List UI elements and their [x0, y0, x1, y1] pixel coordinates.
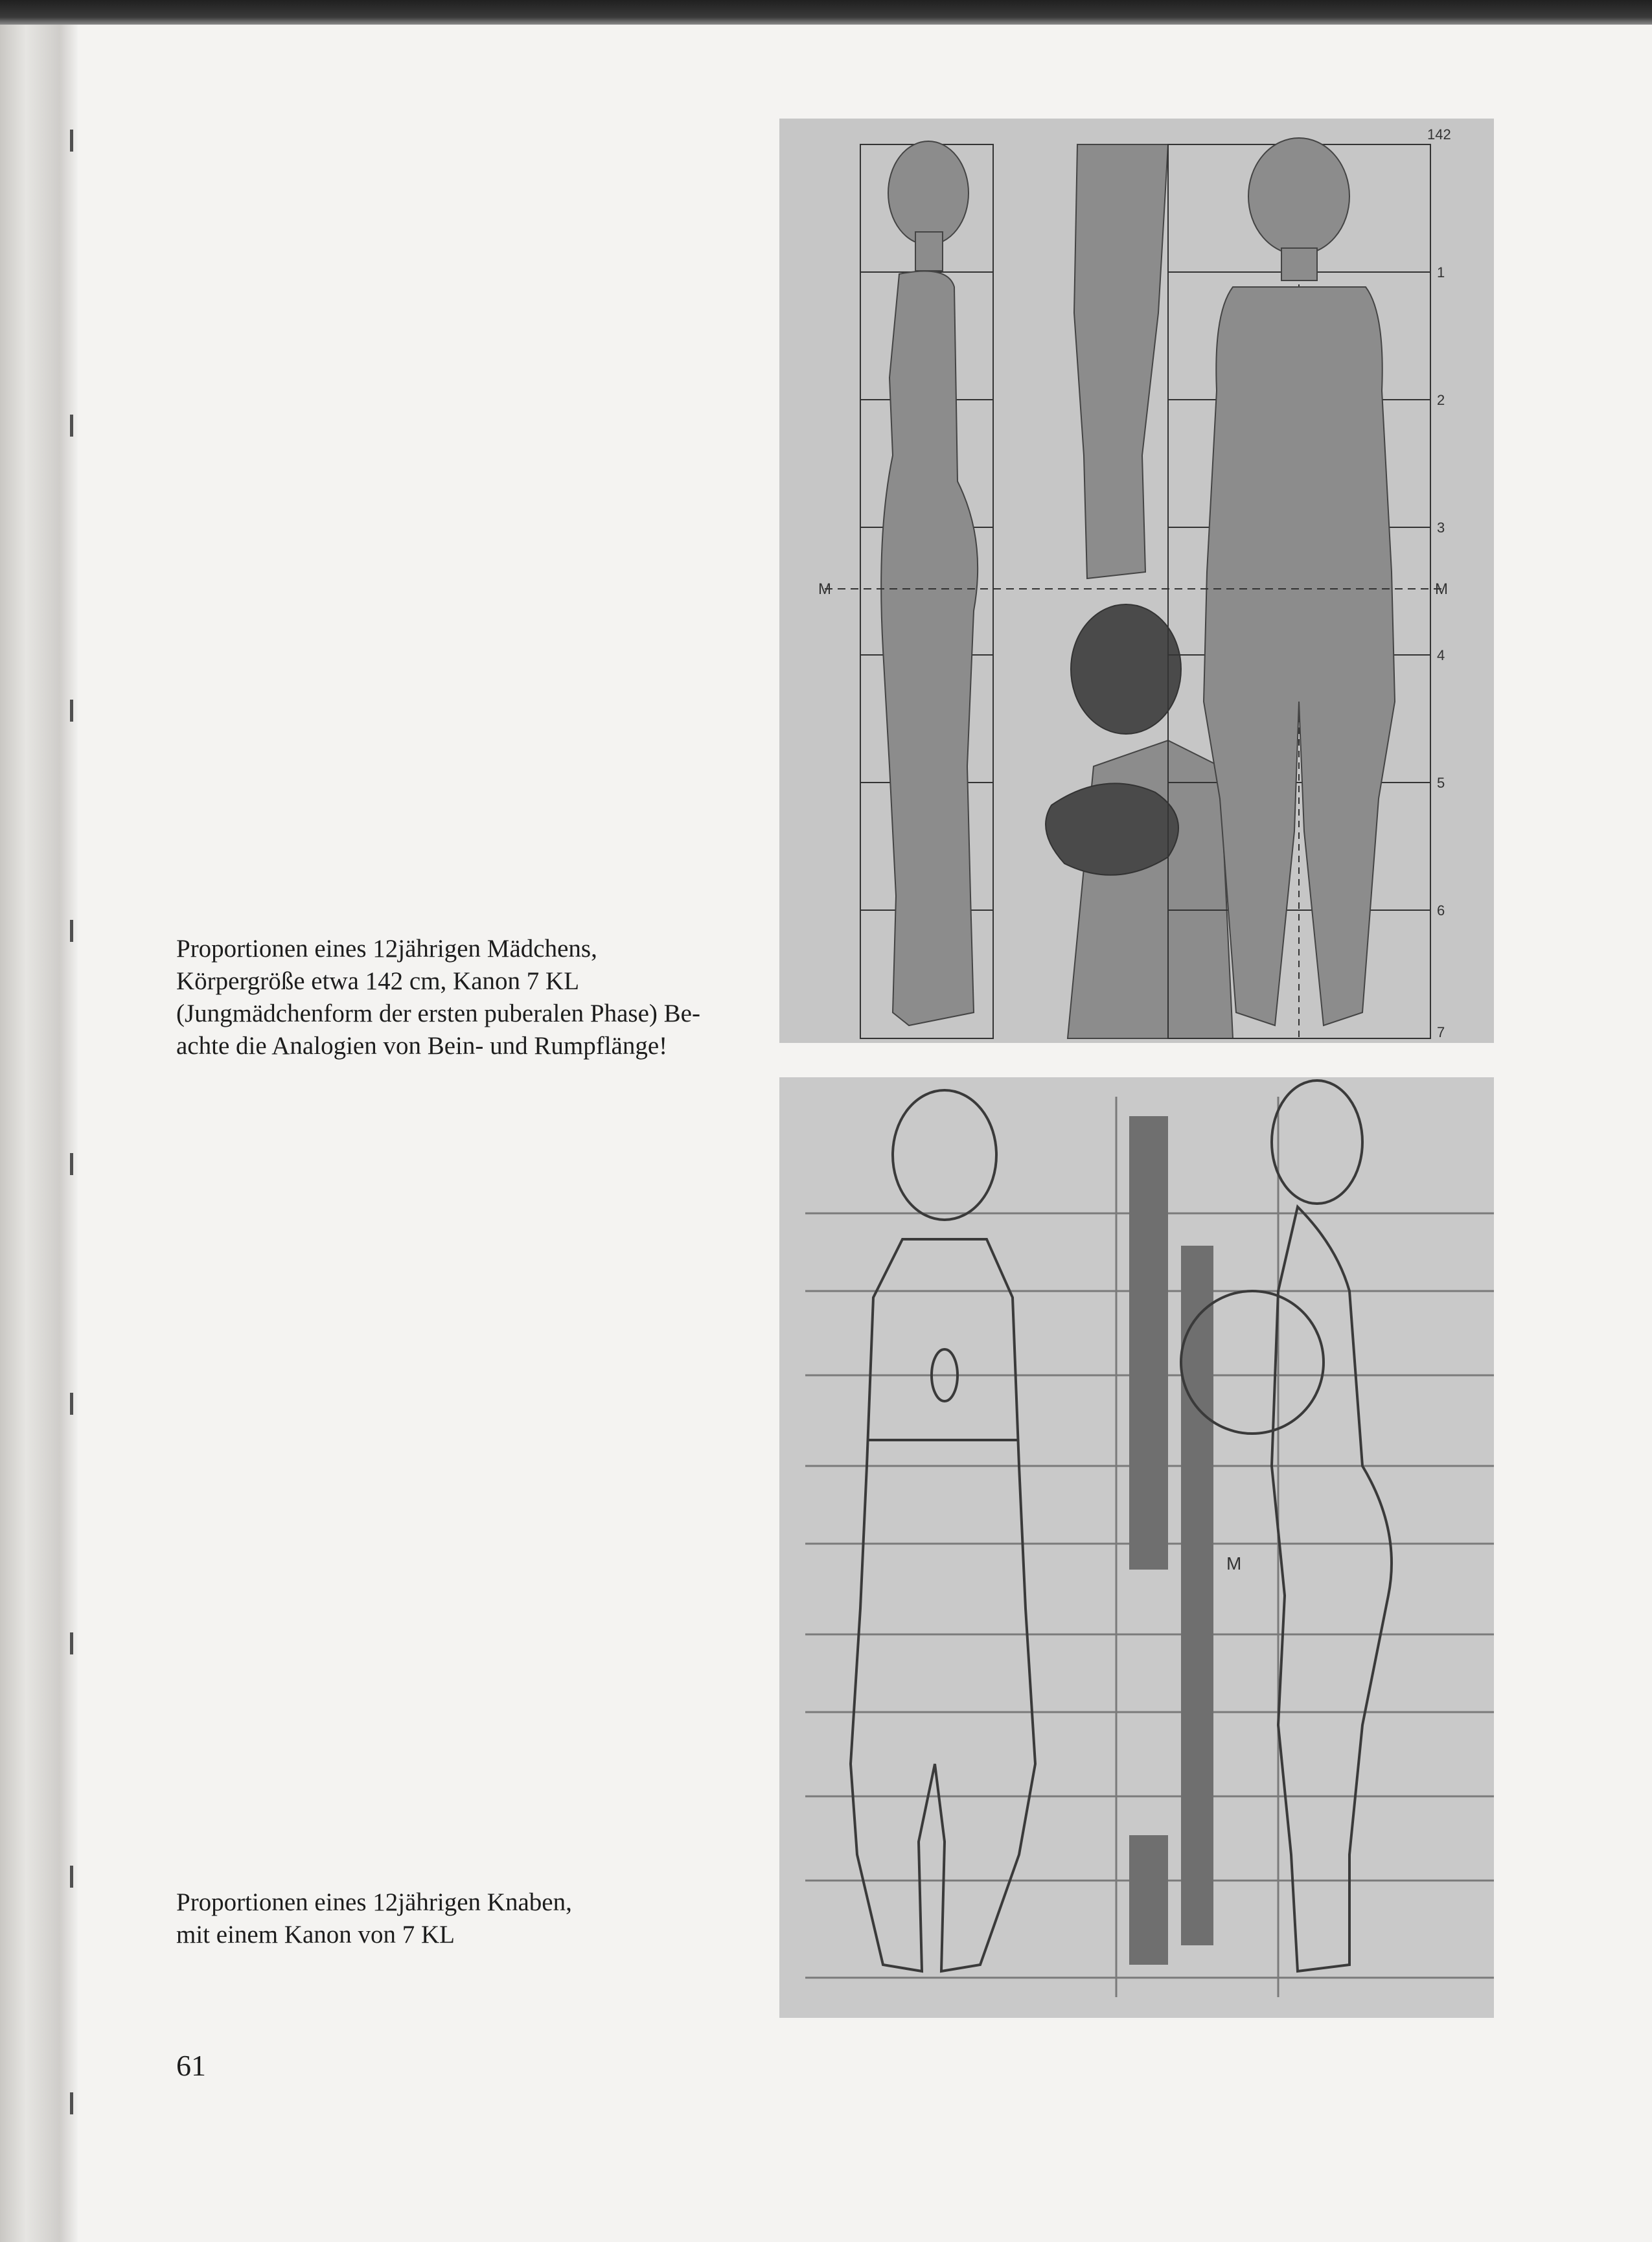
scale-mark-7: 7	[1437, 1024, 1445, 1040]
page-number: 61	[176, 2049, 206, 2082]
girl-proportion-figure	[779, 119, 1494, 1043]
m-left-label: M	[818, 580, 831, 598]
boy-m-label: M	[1226, 1553, 1242, 1573]
scale-mark-1: 1	[1437, 264, 1445, 280]
binding-stitch	[70, 130, 73, 152]
scale-mark-6: 6	[1437, 902, 1445, 919]
scale-mark-5: 5	[1437, 775, 1445, 791]
binding-stitch	[70, 1393, 73, 1415]
binding-stitch	[70, 1632, 73, 1654]
boy-proportion-figure	[779, 1077, 1494, 2018]
binding-stitch	[70, 1153, 73, 1175]
girl-figure-caption: Proportionen eines 12jährigen Mädchens, Körpergröße etwa 142 cm, Kanon 7 KL (Jungmädchenform der ersten puberalen Phase) Be- achte die Analogien von Bein- und Rumpflänge!	[176, 935, 700, 1060]
binding-stitch	[70, 2092, 73, 2114]
page-binding	[0, 25, 78, 2242]
binding-stitch	[70, 1866, 73, 1888]
scale-mark-2: 2	[1437, 392, 1445, 408]
binding-stitch	[70, 415, 73, 437]
scale-mark-m: M	[1435, 580, 1448, 598]
scan-top-edge	[0, 0, 1652, 25]
scale-mark-3: 3	[1437, 520, 1445, 536]
height-label: 142	[1427, 126, 1451, 143]
binding-stitch	[70, 700, 73, 722]
boy-figure-caption: Proportionen eines 12jährigen Knaben, mit einem Kanon von 7 KL	[176, 1888, 572, 1949]
binding-stitch	[70, 920, 73, 942]
scale-mark-4: 4	[1437, 647, 1445, 663]
